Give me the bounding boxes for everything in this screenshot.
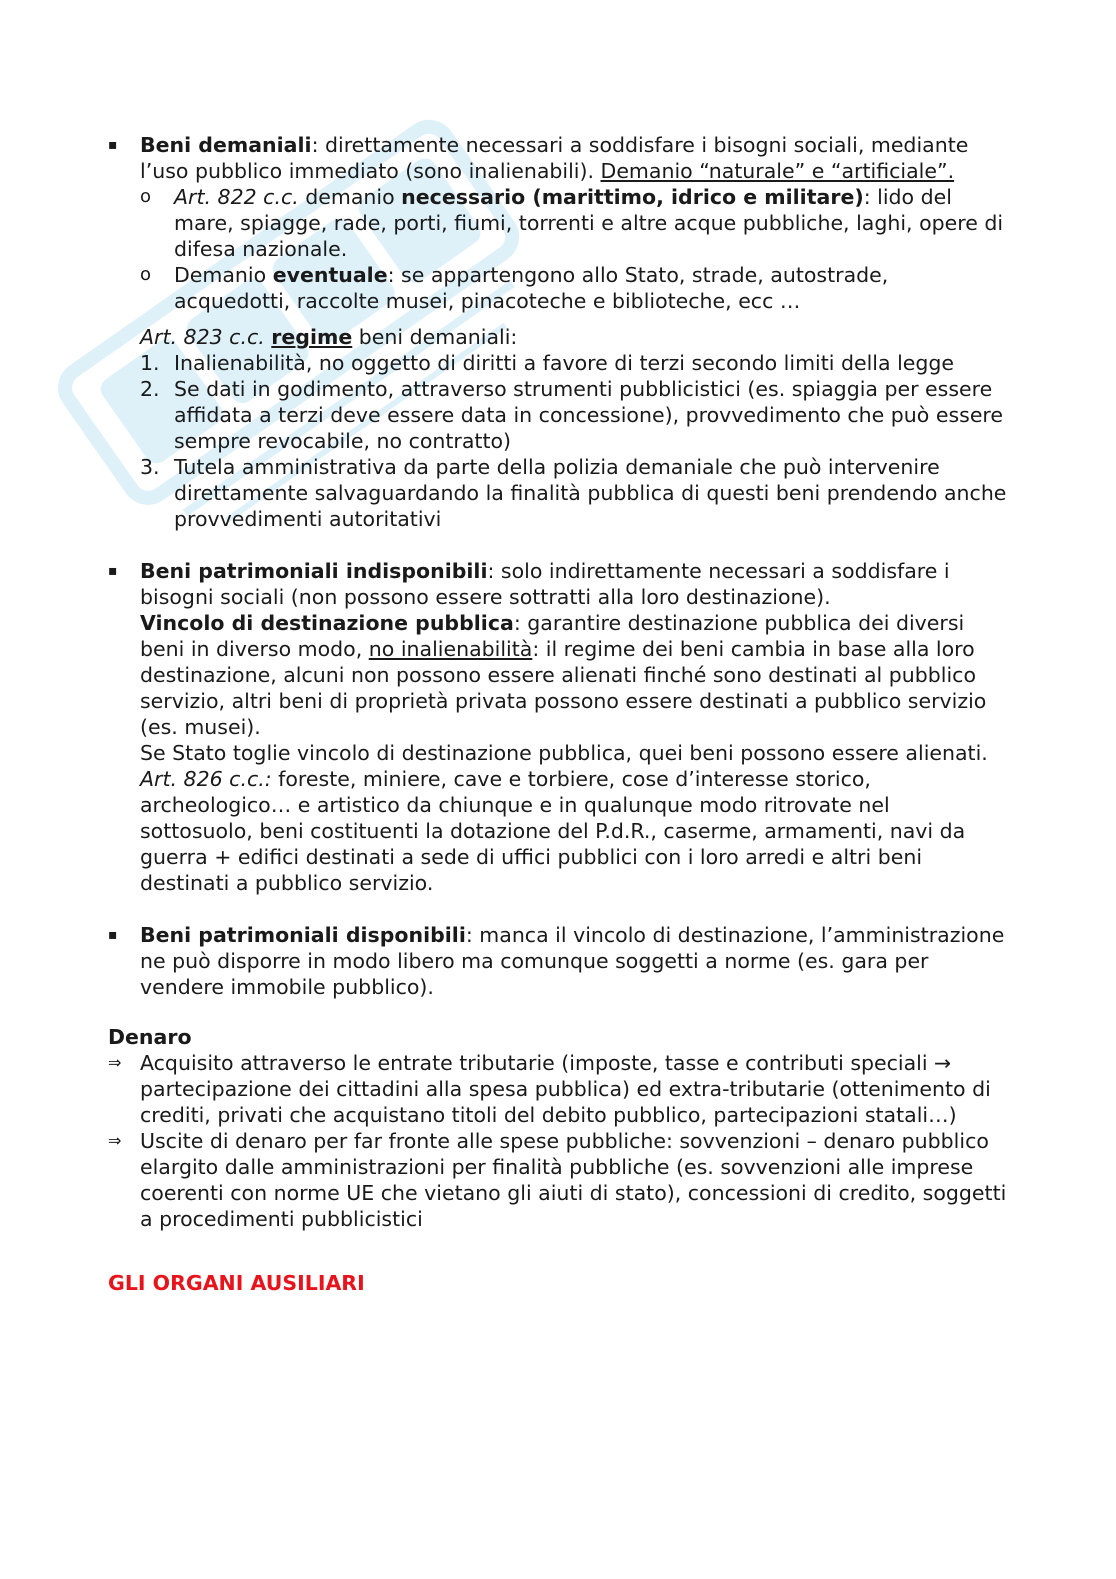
list-item: 2. Se dati in godimento, attraverso strumenti pubblicistici (es. spiaggia per essere affidata a terzi deve essere data in concessione), provvedimento che può essere sempre revocabile, no contratto) bbox=[140, 377, 1004, 453]
term-beni-demaniali: Beni demaniali bbox=[140, 133, 312, 157]
bullet-beni-disponibili: ▪ Beni patrimoniali disponibili: manca il vincolo di destinazione, l’amministrazione ne può disporre in modo libero ma comunque soggetti a norme (es. gara per vendere immobile pubblico). bbox=[108, 923, 1005, 999]
sub-item-demanio-eventuale: o Demanio eventuale: se appartengono allo Stato, strade, autostrade, acquedotti, raccolte musei, pinacoteche e biblioteche, ecc … bbox=[140, 263, 889, 313]
list-item: 3. Tutela amministrativa da parte della polizia demaniale che può intervenire direttamente salvaguardando la finalità pubblica di questi beni prendendo anche provvedimenti autoritativi bbox=[140, 455, 1007, 531]
list-item: 1. Inalienabilità, no oggetto di diritti a favore di terzi secondo limiti della legge bbox=[140, 351, 955, 375]
square-bullet-icon: ▪ bbox=[108, 927, 118, 943]
list-item: ⇒ Uscite di denaro per far fronte alle spese pubbliche: sovvenzioni – denaro pubblico elargito dalle amministrazioni per finalità pubbliche (es. sovvenzioni alle imprese coerenti con norme UE che vietano gli aiuti di stato), concessioni di credito, soggetti a procedimenti pubblicistici bbox=[108, 1129, 1007, 1231]
square-bullet-icon: ▪ bbox=[108, 563, 118, 579]
double-arrow-icon: ⇒ bbox=[108, 1053, 122, 1072]
document-page bbox=[108, 132, 1008, 1296]
denaro-heading: Denaro bbox=[108, 1025, 192, 1049]
art-826-paragraph: Art. 826 c.c.: foreste, miniere, cave e torbiere, cose d’interesse storico, archeologico… e artistico da chiunque e in qualunque modo ritrovate nel sottosuolo, beni costituenti la dotazione del P.d.R., caserme, armamenti, navi da guerra + edifici destinati a sede di uffici pubblici con i loro arredi e altri beni destinati a pubblico servizio. bbox=[140, 767, 966, 895]
list-item: ⇒ Acquisito attraverso le entrate tributarie (imposte, tasse e contributi speciali → partecipazione dei cittadini alla spesa pubblica) ed extra-tributarie (ottenimento di crediti, privati che acquistano titoli del debito pubblico, partecipazioni statali…) bbox=[108, 1051, 991, 1127]
square-bullet-icon: ▪ bbox=[108, 137, 118, 153]
circle-bullet-icon: o bbox=[140, 264, 152, 285]
heading-organi-ausiliari: GLI ORGANI AUSILIARI bbox=[108, 1271, 365, 1295]
vincolo-paragraph: Vincolo di destinazione pubblica: garantire destinazione pubblica dei diversi beni in diverso modo, no inalienabilità: il regime dei beni cambia in base alla loro destinazione, alcuni non possono essere alienati finché sono destinati al pubblico servizio, altri beni di proprietà privata possono essere destinati a pubblico servizio (es. musei). bbox=[140, 611, 987, 739]
bullet-beni-demaniali: ▪ Beni demaniali: direttamente necessari a soddisfare i bisogni sociali, mediante l’uso pubblico immediato (sono inalienabili). Demanio “naturale” e “artificiale”. bbox=[108, 133, 969, 183]
demanio-link-text: Demanio “naturale” e “artificiale”. bbox=[600, 159, 955, 183]
sub-item-art-822: o Art. 822 c.c. demanio necessario (marittimo, idrico e militare): lido del mare, spiagge, rade, porti, fiumi, torrenti e altre acque pubbliche, laghi, opere di difesa nazionale. bbox=[140, 185, 1004, 261]
regime-heading: Art. 823 c.c. regime beni demaniali: bbox=[140, 325, 518, 349]
bullet-beni-indisponibili: ▪ Beni patrimoniali indisponibili: solo indirettamente necessari a soddisfare i bisogni sociali (non possono essere sottratti alla loro destinazione). bbox=[108, 559, 950, 609]
double-arrow-icon: ⇒ bbox=[108, 1131, 122, 1150]
circle-bullet-icon: o bbox=[140, 186, 152, 207]
stato-paragraph: Se Stato toglie vincolo di destinazione pubblica, quei beni possono essere alienati. bbox=[140, 741, 988, 765]
